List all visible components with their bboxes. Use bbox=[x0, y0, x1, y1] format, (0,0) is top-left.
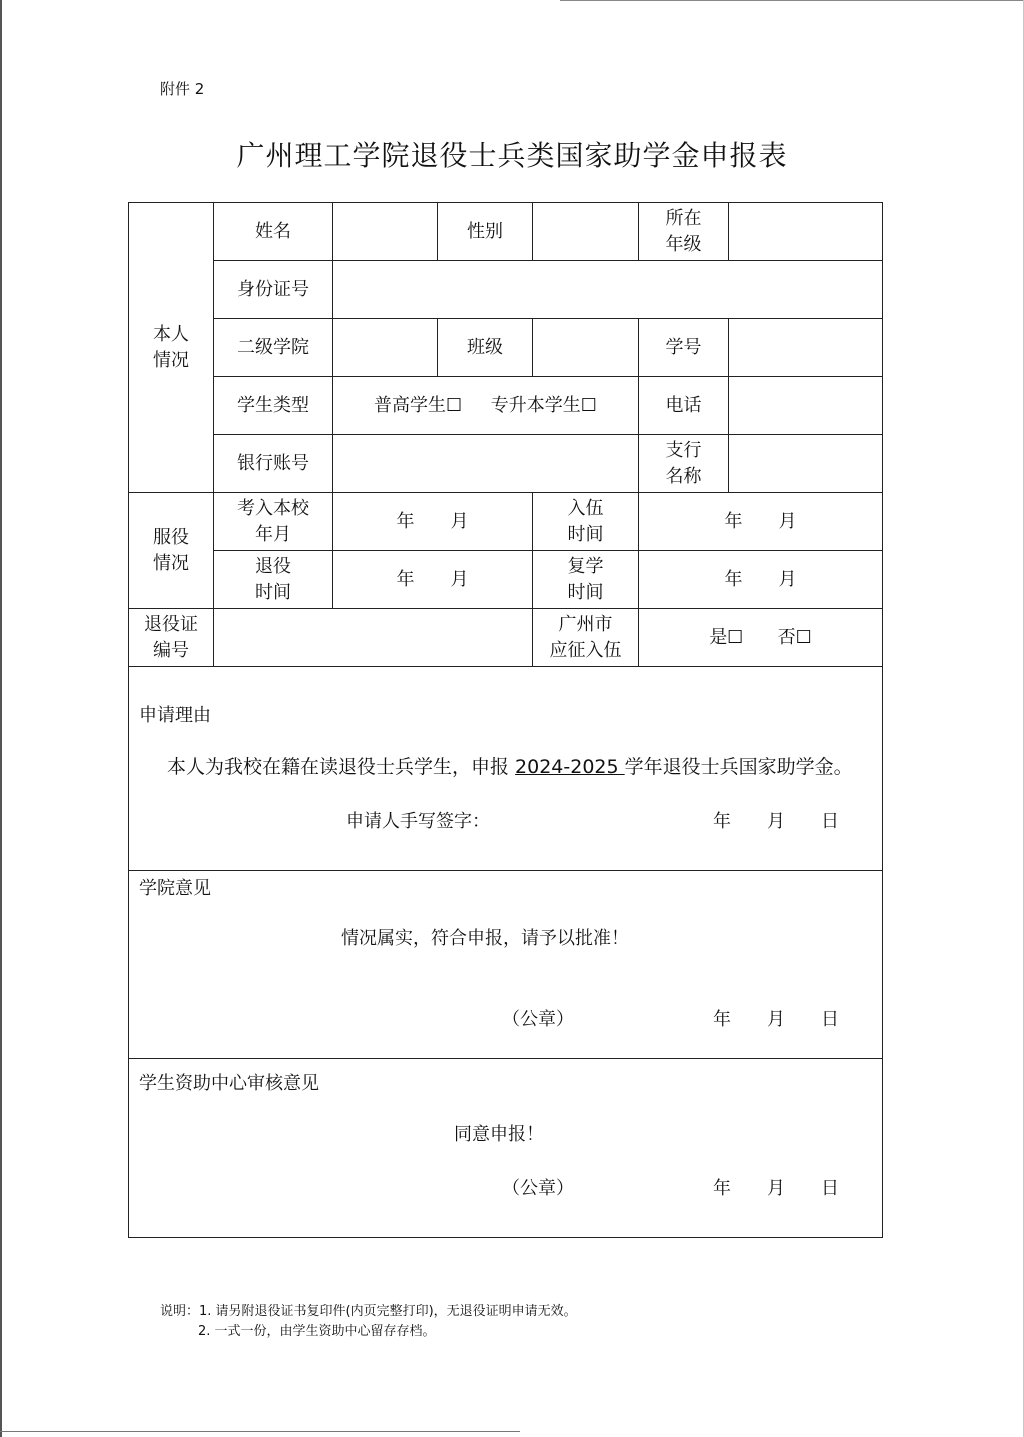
admission-field[interactable]: 年 月 bbox=[333, 493, 533, 551]
row-type bbox=[129, 377, 883, 435]
center-opinion-text: 同意申报！ bbox=[454, 1124, 544, 1145]
college-opinion-heading: 学院意见 bbox=[139, 878, 211, 899]
option-upgrade-checkbox[interactable]: 专升本学生☐ bbox=[490, 394, 597, 416]
gz-enlist-label bbox=[533, 609, 639, 667]
branch-field[interactable] bbox=[729, 435, 883, 493]
notes bbox=[160, 1302, 577, 1342]
option-regular-checkbox[interactable]: 普高学生☐ bbox=[374, 394, 463, 416]
gz-enlist-label-text: 广州市 应征入伍 bbox=[549, 613, 622, 661]
class-label: 班级 bbox=[438, 319, 533, 377]
type-label: 学生类型 bbox=[214, 377, 333, 435]
type-options bbox=[333, 377, 639, 435]
grade-label-text: 所在 年级 bbox=[665, 207, 702, 255]
admission-label-text: 考入本校 年月 bbox=[237, 497, 309, 545]
note-line-2: 2. 一式一份，由学生资助中心留存存档。 bbox=[198, 1324, 436, 1339]
note-line-1: 说明：1. 请另附退役证书复印件(内页完整打印)，无退役证明申请无效。 bbox=[160, 1304, 577, 1319]
application-form-table bbox=[128, 202, 883, 1238]
reason-date[interactable]: 年 月 日 bbox=[713, 811, 839, 832]
center-opinion-date[interactable]: 年 月 日 bbox=[713, 1178, 839, 1199]
branch-label bbox=[639, 435, 729, 493]
college-seal: （公章） bbox=[502, 1009, 574, 1030]
discharge-field[interactable]: 年 月 bbox=[333, 551, 533, 609]
resume-field[interactable]: 年 月 bbox=[639, 551, 883, 609]
discharge-label-text: 退役 时间 bbox=[255, 555, 291, 603]
branch-label-text: 支行 名称 bbox=[665, 439, 702, 487]
reason-heading: 申请理由 bbox=[139, 705, 211, 726]
scan-edge-bottom bbox=[0, 1431, 520, 1432]
id-field[interactable] bbox=[333, 261, 883, 319]
certificate-label bbox=[129, 609, 214, 667]
discharge-label bbox=[214, 551, 333, 609]
row-bank bbox=[129, 435, 883, 493]
yes-checkbox[interactable]: 是☐ bbox=[709, 626, 744, 648]
resume-label-text: 复学 时间 bbox=[567, 555, 604, 603]
phone-label: 电话 bbox=[639, 377, 729, 435]
row-reason bbox=[129, 667, 883, 871]
enlist-label bbox=[533, 493, 639, 551]
college-opinion-text: 情况属实，符合申报，请予以批准！ bbox=[341, 928, 629, 949]
center-seal: （公章） bbox=[502, 1178, 574, 1199]
bank-field[interactable] bbox=[333, 435, 639, 493]
student-no-field[interactable] bbox=[729, 319, 883, 377]
enlist-label-text: 入伍 时间 bbox=[567, 497, 604, 545]
row-admission bbox=[129, 493, 883, 551]
class-field[interactable] bbox=[533, 319, 639, 377]
certificate-field[interactable] bbox=[214, 609, 533, 667]
scan-edge-left bbox=[0, 0, 2, 1437]
attachment-label: 附件 2 bbox=[160, 80, 205, 98]
row-certificate bbox=[129, 609, 883, 667]
resume-label bbox=[533, 551, 639, 609]
college-opinion-date[interactable]: 年 月 日 bbox=[713, 1009, 839, 1030]
college-opinion-block bbox=[129, 871, 883, 1059]
gender-field[interactable] bbox=[533, 203, 639, 261]
enlist-field[interactable]: 年 月 bbox=[639, 493, 883, 551]
college-label: 二级学院 bbox=[214, 319, 333, 377]
section-service-label: 服役 情况 bbox=[153, 526, 189, 574]
section-personal bbox=[129, 203, 214, 493]
row-college-opinion bbox=[129, 871, 883, 1059]
reason-statement bbox=[167, 754, 853, 780]
form-title: 广州理工学院退役士兵类国家助学金申报表 bbox=[236, 139, 788, 172]
grade-field[interactable] bbox=[729, 203, 883, 261]
row-id bbox=[129, 261, 883, 319]
signature-label: 申请人手写签字： bbox=[346, 811, 490, 832]
row-discharge bbox=[129, 551, 883, 609]
admission-label bbox=[214, 493, 333, 551]
center-opinion-heading: 学生资助中心审核意见 bbox=[139, 1073, 319, 1094]
name-label: 姓名 bbox=[214, 203, 333, 261]
section-personal-label: 本人 情况 bbox=[153, 323, 189, 371]
reason-text-after: 学年退役士兵国家助学金。 bbox=[624, 756, 853, 778]
gz-enlist-options bbox=[639, 609, 883, 667]
no-checkbox[interactable]: 否☐ bbox=[777, 626, 812, 648]
row-name bbox=[129, 203, 883, 261]
gender-label: 性别 bbox=[438, 203, 533, 261]
scan-edge-top bbox=[560, 0, 1024, 1]
college-field[interactable] bbox=[333, 319, 438, 377]
section-service bbox=[129, 493, 214, 609]
row-center-opinion bbox=[129, 1059, 883, 1238]
center-opinion-block bbox=[129, 1059, 883, 1238]
id-label: 身份证号 bbox=[214, 261, 333, 319]
certificate-label-text: 退役证 编号 bbox=[144, 613, 198, 661]
reason-year[interactable]: 2024-2025 bbox=[515, 756, 625, 778]
reason-block bbox=[129, 667, 883, 871]
name-field[interactable] bbox=[333, 203, 438, 261]
student-no-label: 学号 bbox=[639, 319, 729, 377]
reason-text-before: 本人为我校在籍在读退役士兵学生，申报 bbox=[167, 756, 516, 778]
phone-field[interactable] bbox=[729, 377, 883, 435]
bank-label: 银行账号 bbox=[214, 435, 333, 493]
grade-label bbox=[639, 203, 729, 261]
row-college bbox=[129, 319, 883, 377]
